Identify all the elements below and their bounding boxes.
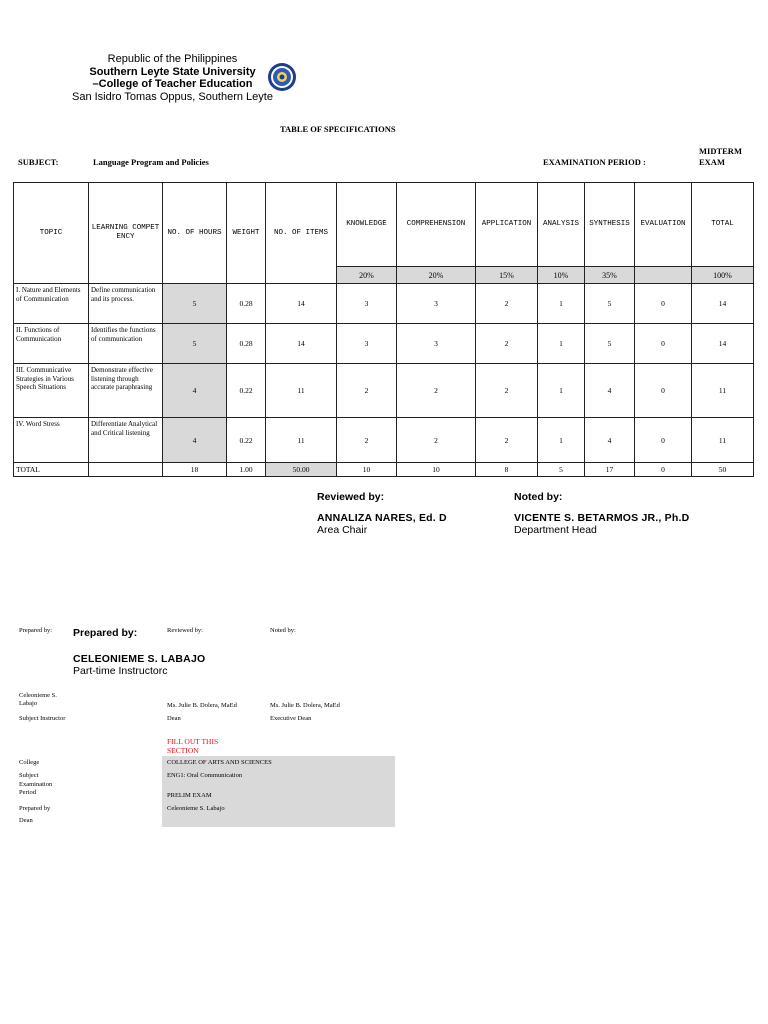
total-comprehension: 10: [397, 463, 476, 477]
header-university: Southern Leyte State University: [89, 65, 256, 78]
document-title: TABLE OF SPECIFICATIONS: [280, 124, 396, 134]
row-analysis: 1: [538, 418, 585, 463]
row-analysis: 1: [538, 364, 585, 418]
header-hours: NO. OF HOURS: [163, 183, 227, 284]
row-application: 2: [476, 364, 538, 418]
table-row: [14, 284, 754, 324]
table-row: [14, 324, 754, 364]
row-comprehension: 2: [397, 364, 476, 418]
row-application: 2: [476, 418, 538, 463]
header-weight: WEIGHT: [227, 183, 266, 284]
row-total: 11: [692, 364, 754, 418]
col2-name: Ms. Julie B. Dolera, MaEd: [167, 702, 237, 709]
total-competency: [89, 463, 163, 477]
row-items: 14: [266, 324, 337, 364]
percent-comprehension: 20%: [397, 267, 476, 284]
percent-knowledge: 20%: [337, 267, 397, 284]
total-synthesis: 17: [585, 463, 635, 477]
row-evaluation: 0: [635, 364, 692, 418]
header-topic: TOPIC: [14, 183, 89, 284]
row-hours: 5: [163, 284, 227, 324]
table-row: [14, 418, 754, 463]
row-weight: 0.28: [227, 284, 266, 324]
prepared-field[interactable]: Celeonieme S. Labajo: [167, 805, 225, 812]
header-republic: Republic of the Philippines: [107, 53, 238, 65]
total-application: 8: [476, 463, 538, 477]
col2-role: Dean: [167, 715, 181, 722]
noter-name: VICENTE S. BETARMOS JR., Ph.D: [514, 512, 690, 524]
row-analysis: 1: [538, 284, 585, 324]
row-hours: 4: [163, 418, 227, 463]
noted-label: Noted by:: [514, 491, 563, 503]
percent-analysis: 10%: [538, 267, 585, 284]
col3-role: Executive Dean: [270, 715, 312, 722]
row-topic: II. Functions of Communication: [14, 324, 89, 364]
preparer-name: CELEONIEME S. LABAJO: [73, 653, 206, 665]
subject-label: SUBJECT:: [18, 157, 59, 167]
university-seal-icon: [267, 62, 297, 92]
exam-period-field-label: Examination Period: [19, 781, 53, 796]
row-comprehension: 2: [397, 418, 476, 463]
subject-field[interactable]: ENG1: Oral Communication: [167, 772, 243, 779]
row-hours: 4: [163, 364, 227, 418]
reviewer-name: ANNALIZA NARES, Ed. D: [317, 512, 447, 524]
noted-small-label: Noted by:: [270, 627, 296, 634]
header-application: APPLICATION: [476, 183, 538, 267]
reviewer-role: Area Chair: [317, 524, 368, 536]
noter-role: Department Head: [514, 524, 597, 536]
row-comprehension: 3: [397, 284, 476, 324]
reviewed-label: Reviewed by:: [317, 491, 385, 503]
row-weight: 0.28: [227, 324, 266, 364]
prepared-field-label: Prepared by: [19, 805, 51, 812]
col1-name: Celeonieme S. Labajo: [19, 692, 57, 707]
row-synthesis: 4: [585, 418, 635, 463]
col1-role: Subject Instructor: [19, 715, 66, 722]
header-analysis: ANALYSIS: [538, 183, 585, 267]
row-total: 11: [692, 418, 754, 463]
row-knowledge: 3: [337, 324, 397, 364]
row-total: 14: [692, 324, 754, 364]
header-address: San Isidro Tomas Oppus, Southern Leyte: [72, 90, 273, 103]
exam-period-field[interactable]: PRELIM EXAM: [167, 792, 212, 799]
preparer-role: Part-time Instructorc: [73, 665, 168, 675]
row-analysis: 1: [538, 324, 585, 364]
exam-period-value: MIDTERM EXAM: [699, 146, 742, 167]
row-application: 2: [476, 284, 538, 324]
row-competency: Demonstrate effective listening through accurate paraphrasing: [89, 364, 163, 418]
percent-application: 15%: [476, 267, 538, 284]
prepared-label: Prepared by:: [73, 627, 138, 639]
fill-out-note: FILL OUT THIS SECTION: [167, 737, 219, 755]
row-evaluation: 0: [635, 324, 692, 364]
specifications-table: [13, 182, 754, 477]
row-synthesis: 4: [585, 364, 635, 418]
row-items: 14: [266, 284, 337, 324]
row-knowledge: 3: [337, 284, 397, 324]
row-topic: III. Communicative Strategies in Various Speech Situations: [14, 364, 89, 418]
total-evaluation: 0: [635, 463, 692, 477]
totals-row: [14, 463, 754, 477]
header-comprehension: COMPREHENSION: [397, 183, 476, 267]
row-hours: 5: [163, 324, 227, 364]
total-total: 50: [692, 463, 754, 477]
total-items: 50.00: [266, 463, 337, 477]
row-weight: 0.22: [227, 364, 266, 418]
header-evaluation: EVALUATION: [635, 183, 692, 267]
table-header-row: [14, 183, 754, 267]
row-total: 14: [692, 284, 754, 324]
row-evaluation: 0: [635, 418, 692, 463]
total-weight: 1.00: [227, 463, 266, 477]
header-synthesis: SYNTHESIS: [585, 183, 635, 267]
prepared-small-label: Prepared by:: [19, 627, 53, 634]
subject-field-label: Subject: [19, 772, 39, 779]
row-synthesis: 5: [585, 284, 635, 324]
row-application: 2: [476, 324, 538, 364]
percent-synthesis: 35%: [585, 267, 635, 284]
row-competency: Define communication and its process.: [89, 284, 163, 324]
row-weight: 0.22: [227, 418, 266, 463]
total-analysis: 5: [538, 463, 585, 477]
row-knowledge: 2: [337, 364, 397, 418]
row-items: 11: [266, 418, 337, 463]
university-header: [70, 53, 275, 103]
row-knowledge: 2: [337, 418, 397, 463]
header-competency: LEARNING COMPETENCY: [89, 183, 163, 284]
college-field[interactable]: COLLEGE OF ARTS AND SCIENCES: [167, 759, 272, 766]
header-knowledge: KNOWLEDGE: [337, 183, 397, 267]
row-comprehension: 3: [397, 324, 476, 364]
percent-evaluation: [635, 267, 692, 284]
exam-period-label: EXAMINATION PERIOD :: [543, 157, 646, 167]
reviewed-small-label: Reviewed by:: [167, 627, 203, 634]
col3-name: Ms. Julie B. Dolera, MaEd: [270, 702, 340, 709]
row-synthesis: 5: [585, 324, 635, 364]
total-knowledge: 10: [337, 463, 397, 477]
row-competency: Differentiate Analytical and Critical listening: [89, 418, 163, 463]
percent-total: 100%: [692, 267, 754, 284]
header-items: NO. OF ITEMS: [266, 183, 337, 284]
table-row: [14, 364, 754, 418]
dean-field-label: Dean: [19, 817, 33, 824]
row-evaluation: 0: [635, 284, 692, 324]
row-items: 11: [266, 364, 337, 418]
total-hours: 18: [163, 463, 227, 477]
college-label: College: [19, 759, 40, 766]
row-competency: Identifies the functions of communication: [89, 324, 163, 364]
total-label: TOTAL: [14, 463, 89, 477]
subject-value: Language Program and Policies: [93, 157, 209, 167]
row-topic: IV. Word Stress: [14, 418, 89, 463]
header-college: –College of Teacher Education: [92, 78, 253, 90]
row-topic: I. Nature and Elements of Communication: [14, 284, 89, 324]
header-total: TOTAL: [692, 183, 754, 267]
